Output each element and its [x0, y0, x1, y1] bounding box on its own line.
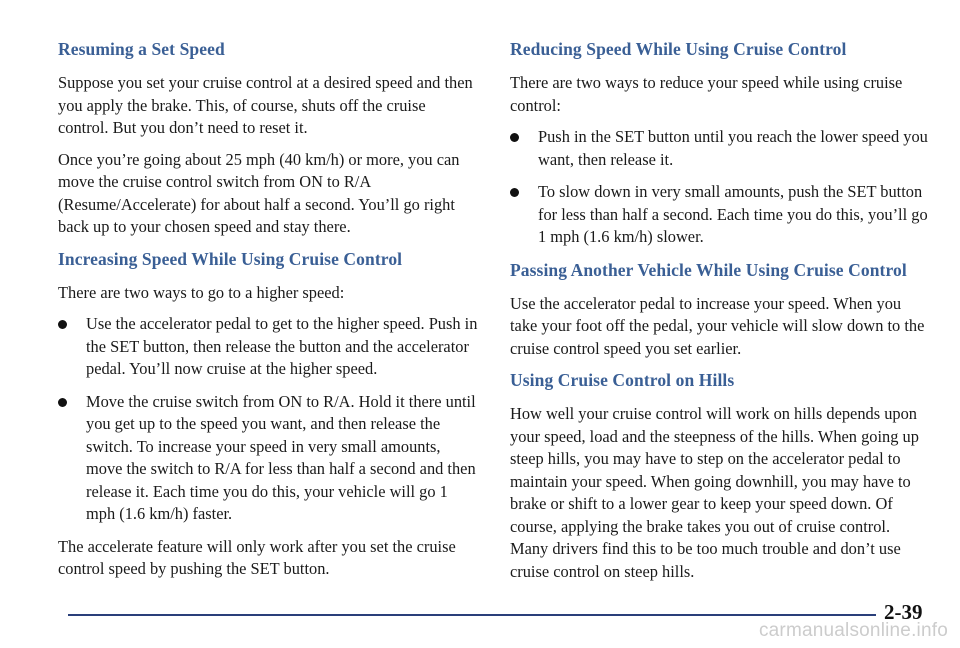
section-reducing-speed [510, 38, 928, 249]
list-item-text: Push in the SET button until you reach the lower speed you want, then release it. [538, 127, 928, 169]
paragraph: How well your cruise control will work on hills depends upon your speed, load and the steepness of the hills. When going up steep hills, you may have to step on the accelerator pedal to maintain your speed. When going downhill, you may have to brake or shift to a lower gear to keep your speed down. Of course, applying the brake takes you out of cruise control. Many drivers find this to be too much trouble and don’t use cruise control on steep hills. [510, 404, 919, 581]
heading-reducing-speed: Reducing Speed While Using Cruise Control [510, 39, 847, 59]
heading-increasing-speed: Increasing Speed While Using Cruise Control [58, 248, 403, 269]
paragraph: Suppose you set your cruise control at a desired speed and then you apply the brake. This, of course, shuts off the cruise control. But you don’t need to reset it. [58, 73, 473, 137]
bullet-icon [58, 398, 67, 407]
bullet-icon [510, 133, 519, 142]
paragraph: The accelerate feature will only work after you set the cruise control speed by pushing the SET button. [58, 536, 456, 578]
page-number: 2-39 [884, 600, 923, 624]
section-increasing-speed [58, 248, 478, 581]
list-item [510, 126, 928, 171]
section-cruise-on-hills [510, 369, 928, 583]
list-item-text: Use the accelerator pedal to get to the higher speed. Push in the SET button, then release the button and the accelerator pedal. You’ll now cruise at the higher speed. [86, 314, 478, 378]
paragraph: Once you’re going about 25 mph (40 km/h) or more, you can move the cruise control switch from ON to R/A (Resume/Accelerate) for about half a second. You’ll go right back up to your chosen speed and stay there. [58, 149, 460, 236]
paragraph: There are two ways to go to a higher speed: [58, 282, 345, 302]
heading-resuming-set-speed: Resuming a Set Speed [58, 39, 225, 59]
bullet-icon [510, 188, 519, 197]
list-item-text: Move the cruise switch from ON to R/A. Hold it there until you get up to the speed you want, and then release the switch. To increase your speed in very small amounts, move the switch to R/A for less than half a second and then release it. Each time you do this, your vehicle will go 1 mph (1.6 km/h) faster. [86, 391, 476, 523]
section-resuming-set-speed [58, 38, 478, 239]
list-item-text: To slow down in very small amounts, push the SET button for less than half a second. Each time you do this, you’ll go 1 mph (1.6 km/h) slower. [538, 182, 928, 246]
paragraph: There are two ways to reduce your speed while using cruise control: [510, 73, 903, 115]
list-item [58, 391, 478, 526]
right-column [510, 38, 928, 592]
watermark: carmanualsonline.info [758, 620, 948, 641]
footer-rule [68, 614, 876, 616]
heading-cruise-on-hills: Using Cruise Control on Hills [510, 370, 735, 390]
list-item [510, 181, 928, 249]
left-column [58, 38, 478, 590]
heading-passing-vehicle: Passing Another Vehicle While Using Cruise Control [510, 259, 907, 280]
bullet-list [510, 126, 928, 249]
paragraph: Use the accelerator pedal to increase your speed. When you take your foot off the pedal, your vehicle will slow down to the cruise control speed you set earlier. [510, 293, 925, 358]
bullet-icon [58, 320, 67, 329]
list-item [58, 313, 478, 381]
section-passing-vehicle [510, 259, 928, 361]
bullet-list [58, 313, 478, 526]
